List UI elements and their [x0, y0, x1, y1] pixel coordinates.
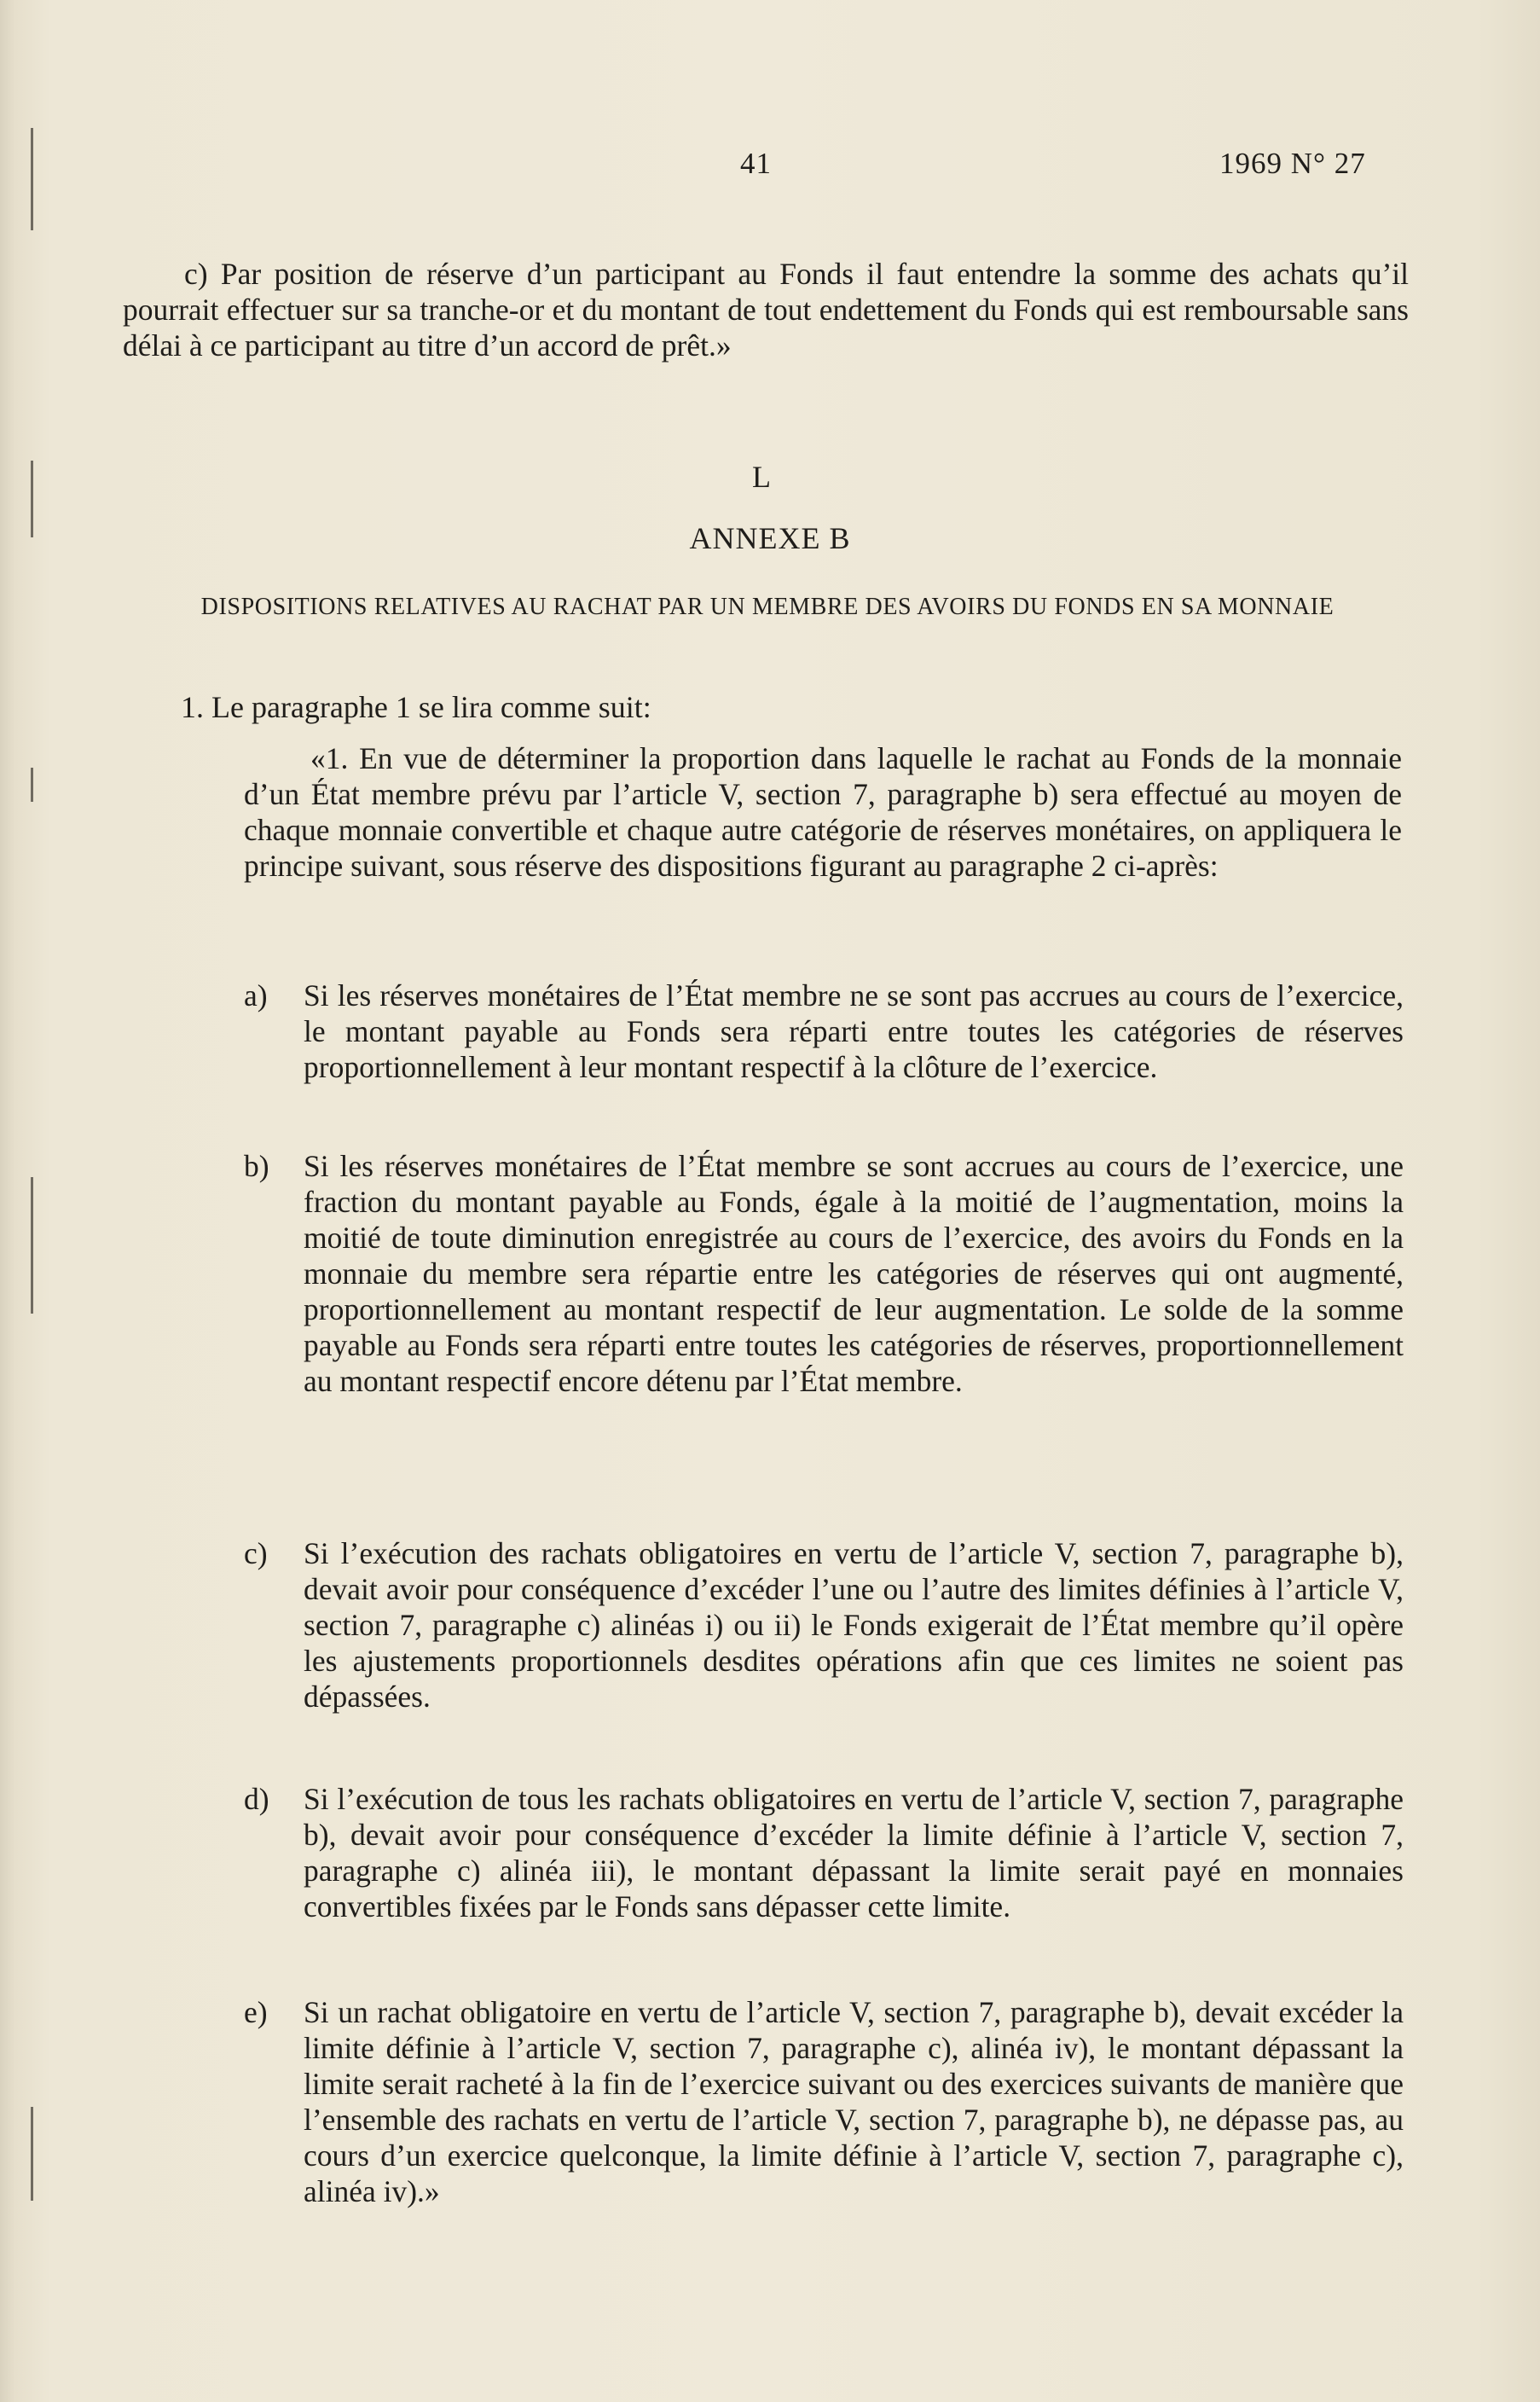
binding-edge-mark — [31, 1177, 33, 1314]
document-reference: 1969 N° 27 — [1219, 147, 1366, 180]
annex-title: ANNEXE B — [689, 521, 851, 555]
item-text: Si un rachat obligatoire en vertu de l’article V, section 7, paragraphe b), devait excéder la limite définie à l’article V, section 7, paragraphe c), alinéa iv), le montant dépassant la limite serait racheté à la fin de l’exercice suivant ou des exercices suivants de manière que l’ensemble des rachats en vertu de l’article V, section 7, paragraphe b), ne dépasse pas, au cours d’un exercice quelconque, la limite définie à l’article V, section 7, paragraphe c), alinéa iv).» — [304, 1995, 1404, 2208]
intro-paragraph: c) Par position de réserve d’un participant au Fonds il faut entendre la somme des achats qu’il pourrait effectuer sur sa tranche-or et du montant de tout endettement du Fonds qui est remboursable sans délai à ce participant au titre d’un accord de prêt.» — [123, 257, 1409, 363]
item-text: Si l’exécution des rachats obligatoires en vertu de l’article V, section 7, paragraphe b), devait avoir pour conséquence d’excéder l’une ou l’autre des limites définies à l’article V, section 7, paragraphe c) alinéas i) ou ii) le Fonds exigerait de l’État membre qu’il opère les ajustements proportionnels desdites opérations afin que ces limites ne soient pas dépassées. — [304, 1536, 1404, 1714]
item-letter: d) — [244, 1782, 269, 1816]
section-letter: L — [752, 460, 771, 494]
item-letter: e) — [244, 1995, 268, 2029]
item-text: Si l’exécution de tous les rachats obligatoires en vertu de l’article V, section 7, paragraphe b), devait avoir pour conséquence d’excéder la limite définie à l’article V, section 7, paragraphe c) alinéa iii), le montant dépassant la limite serait payé en monnaies convertibles fixées par le Fonds sans dépasser cette limite. — [304, 1782, 1404, 1923]
item-letter: c) — [244, 1536, 268, 1570]
item-letter: a) — [244, 978, 268, 1012]
annex-subtitle: DISPOSITIONS RELATIVES AU RACHAT PAR UN MEMBRE DES AVOIRS DU FONDS EN SA MONNAIE — [200, 594, 1334, 620]
paragraph-heading: 1. Le paragraphe 1 se lira comme suit: — [181, 690, 651, 724]
binding-edge-mark — [31, 128, 33, 230]
item-text: Si les réserves monétaires de l’État membre se sont accrues au cours de l’exercice, une fraction du montant payable au Fonds, égale à la moitié de l’augmentation, moins la moitié de toute diminution enregistrée au cours de l’exercice, des avoirs du Fonds en la monnaie du membre sera répartie entre les catégories de réserves qui ont augmenté, proportionnellement au montant respectif de leur augmentation. Le solde de la somme payable au Fonds sera réparti entre toutes les catégories de réserves, proportionnellement au montant respectif encore détenu par l’État membre. — [304, 1149, 1404, 1398]
binding-edge-mark — [31, 2107, 33, 2201]
page-number: 41 — [740, 147, 772, 180]
item-letter: b) — [244, 1149, 269, 1183]
item-text: Si les réserves monétaires de l’État membre ne se sont pas accrues au cours de l’exercice, le montant payable au Fonds sera réparti entre toutes les catégories de réserves proportionnellement à leur montant respectif à la clôture de l’exercice. — [304, 978, 1404, 1084]
quoted-paragraph: «1. En vue de déterminer la proportion dans laquelle le rachat au Fonds de la monnaie d’un État membre prévu par l’article V, section 7, paragraphe b) sera effectué au moyen de chaque monnaie convertible et chaque autre catégorie de réserves monétaires, on appliquera le principe suivant, sous réserve des dispositions figurant au paragraphe 2 ci-après: — [244, 741, 1402, 883]
binding-edge-mark — [31, 768, 33, 802]
